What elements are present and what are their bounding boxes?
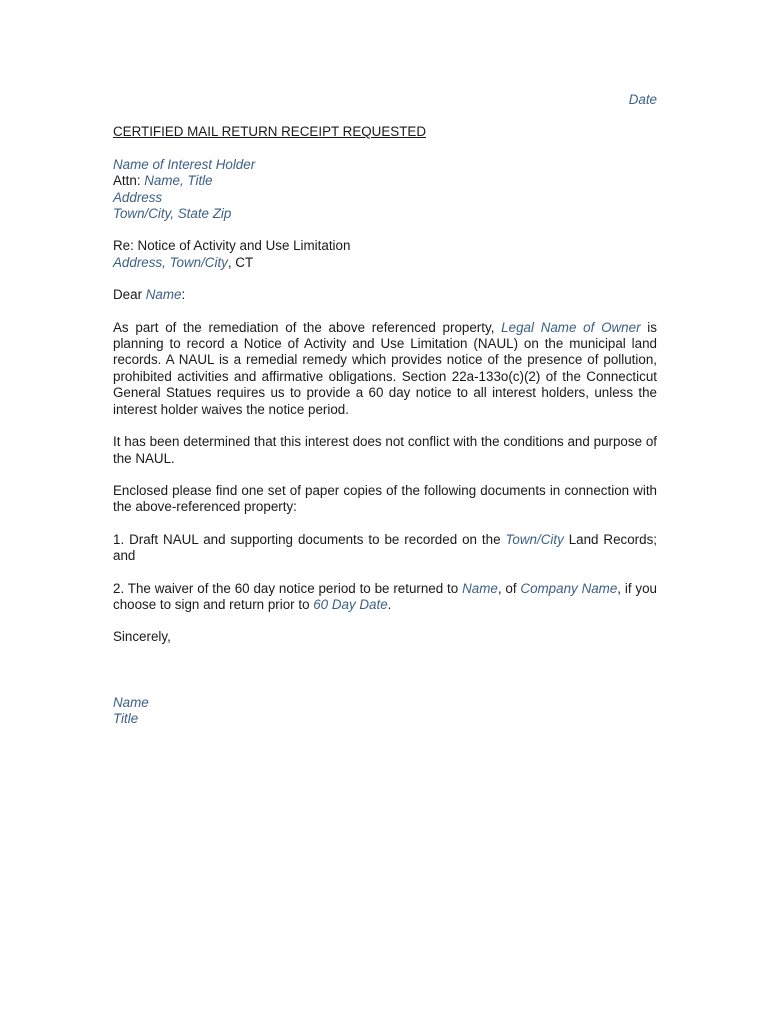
item1-text-a: 1. Draft NAUL and supporting documents to be recorded on the xyxy=(113,531,506,547)
recipient-town-state-zip: Town/City, State Zip xyxy=(113,206,232,222)
salutation-name: Name xyxy=(145,287,182,303)
recipient-name: Name of Interest Holder xyxy=(113,156,256,172)
attn-label: Attn: xyxy=(113,173,145,189)
item1-text-b: Land Records; and xyxy=(113,531,658,564)
item2-name-placeholder: Name xyxy=(462,580,498,596)
owner-placeholder: Legal Name of Owner xyxy=(501,319,641,335)
item2-text-c: , if you choose to sign and return prior to xyxy=(113,580,658,612)
recipient-address: Address xyxy=(113,189,163,205)
recipient-block xyxy=(113,157,657,223)
company-placeholder: Company Name xyxy=(520,580,618,596)
paragraph-enclosed: Enclosed please find one set of paper copies of the following documents in connection with the above-referenced property: xyxy=(113,482,657,515)
signature-name: Name xyxy=(113,694,149,710)
p1-text-b: is planning to record a Notice of Activity and Use Limitation (NAUL) on the municipal land records. A NAUL is a remedial remedy which provides notice of the presence of pollution, prohibited activities and affirmative obligations. Section 22a-133o(c)(2) of the Connecticut General Statues requires us to provide a 60 day notice to all interest holders, unless the interest holder waives the notice period. xyxy=(113,319,657,417)
date-placeholder: Date xyxy=(628,92,657,107)
salutation xyxy=(113,287,657,303)
list-item-2 xyxy=(113,581,657,614)
closing: Sincerely, xyxy=(113,629,171,645)
paragraph-determination: It has been determined that this interest does not conflict with the conditions and purpose of the NAUL. xyxy=(113,434,657,466)
town-placeholder: Town/City xyxy=(505,531,564,547)
re-label: Re: Notice of Activity and Use Limitation xyxy=(113,238,351,254)
re-block xyxy=(113,238,657,271)
signature-block xyxy=(113,695,657,728)
signature-space xyxy=(113,646,657,695)
date-line xyxy=(113,92,657,108)
salutation-colon: : xyxy=(181,287,186,303)
attn-line xyxy=(113,173,657,189)
signature-title: Title xyxy=(113,711,139,727)
certified-mail-line: CERTIFIED MAIL RETURN RECEIPT REQUESTED xyxy=(113,124,426,140)
p1-text-a: As part of the remediation of the above referenced property, xyxy=(113,319,502,335)
re-state-suffix: , CT xyxy=(227,254,254,270)
item2-text-a: 2. The waiver of the 60 day notice period to be returned to xyxy=(113,580,463,596)
deadline-date-placeholder: 60 Day Date xyxy=(313,596,388,612)
letter-page xyxy=(113,92,657,728)
item2-text-d: . xyxy=(387,596,392,612)
re-address-line xyxy=(113,255,657,271)
list-item-1 xyxy=(113,532,657,565)
attn-value: Name, Title xyxy=(144,173,213,189)
salutation-dear: Dear xyxy=(113,287,146,303)
item2-text-b: , of xyxy=(497,580,521,596)
paragraph-remediation xyxy=(113,320,657,418)
re-address-placeholder: Address, Town/City xyxy=(113,254,228,270)
